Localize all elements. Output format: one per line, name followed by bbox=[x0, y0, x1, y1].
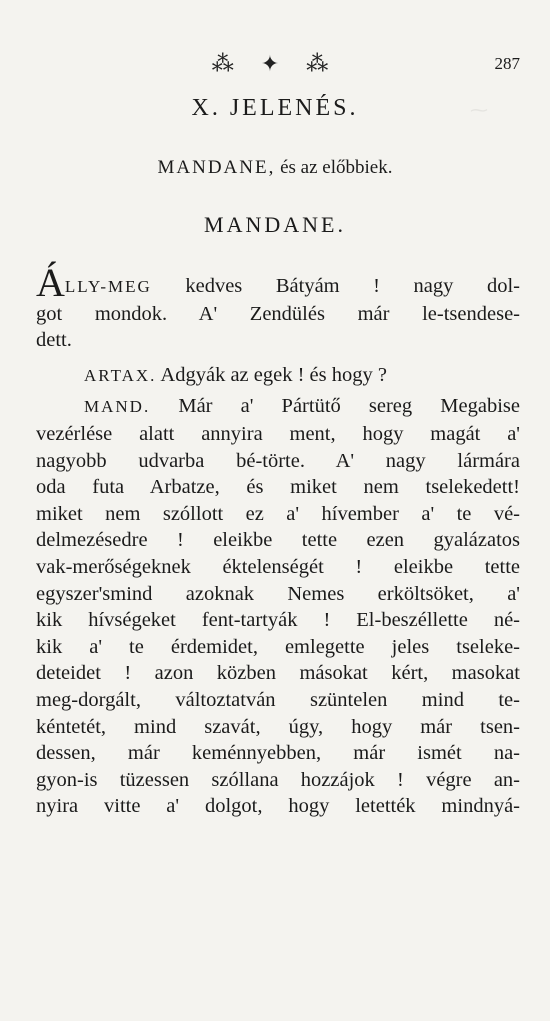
text-line: deteidet ! azon közben másokat kért, masokat bbox=[36, 662, 520, 685]
dialogue-block bbox=[36, 260, 520, 820]
drop-cap: Á bbox=[36, 260, 65, 305]
page-number: 287 bbox=[494, 54, 520, 73]
line-text: kedves Bátyám ! nagy dol- bbox=[151, 275, 520, 297]
text-line bbox=[36, 393, 520, 421]
text-line: egyszer'smind azoknak Nemes erköltsöket, a' bbox=[36, 582, 520, 605]
line-text: Adgyák az egek ! és hogy ? bbox=[156, 363, 387, 386]
bleed-through-text: ⁓ bbox=[470, 100, 488, 120]
cast-rest: és az előbbiek. bbox=[275, 157, 393, 178]
cast-names: MANDANE, bbox=[157, 157, 276, 178]
speaker-heading: MANDANE. bbox=[204, 212, 346, 237]
text-line bbox=[36, 260, 520, 305]
text-line: miket nem szóllott ez a' hívember a' te vé- bbox=[36, 502, 520, 525]
text-line: vak-merőségeknek éktelenségét ! eleikbe tette bbox=[36, 555, 520, 578]
text-line: kik hívségeket fent-tartyák ! El-beszéllette né- bbox=[36, 609, 520, 632]
text-line bbox=[36, 362, 520, 390]
text-line: got mondok. A' Zendülés már le-tsendese- bbox=[36, 302, 520, 325]
text-line: oda futa Arbatze, és miket nem tselekedett! bbox=[36, 476, 520, 499]
text-line: meg-dorgált, változtatván szüntelen mind te- bbox=[36, 688, 520, 711]
speaker-abbrev: ARTAX. bbox=[84, 365, 157, 385]
text-line: delmezésedre ! eleikbe tette ezen gyalázatos bbox=[36, 529, 520, 552]
speaker-caps: LLY-MEG bbox=[64, 277, 152, 296]
text-line: nyira vitte a' dolgot, hogy letették mindnyá- bbox=[36, 795, 520, 818]
text-line: vezérlése alatt annyira ment, hogy magát a' bbox=[36, 422, 520, 445]
text-line: kik a' te érdemidet, emlegette jeles tseleke- bbox=[36, 635, 520, 658]
speaker-abbrev: MAND. bbox=[84, 397, 151, 417]
cast-line bbox=[0, 157, 550, 179]
text-line: dett. bbox=[36, 329, 72, 352]
line-text: Már a' Pártütő sereg Megabise bbox=[150, 395, 520, 418]
scene-title: X. JELENÉS. bbox=[191, 95, 359, 121]
text-line: dessen, már keménnyebben, már ismét na- bbox=[36, 742, 520, 765]
text-line: gyon-is tüzessen szóllana hozzájok ! végre an- bbox=[36, 768, 520, 791]
text-line: kéntetét, mind szavát, úgy, hogy már tsen- bbox=[36, 715, 520, 738]
header-ornament: ⁂ ✦ ⁂ bbox=[211, 52, 339, 77]
text-line: nagyobb udvarba bé-törte. A' nagy lármára bbox=[36, 449, 520, 472]
